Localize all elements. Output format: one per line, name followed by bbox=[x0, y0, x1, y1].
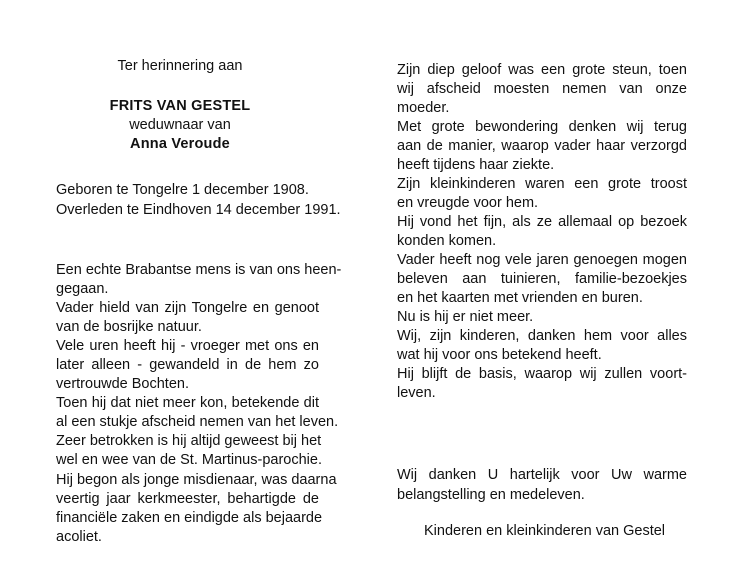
text-line: Vader heeft nog vele jaren genoegen mogen bbox=[397, 252, 687, 268]
text-line: Een echte Brabantse mens is van ons heen- bbox=[56, 262, 342, 278]
text-line: Toen hij dat niet meer kon, betekende dit bbox=[56, 395, 319, 412]
text-line: beleven aan tuinieren, familie-bezoekjes bbox=[397, 271, 687, 287]
text-line: Zijn kleinkinderen waren een grote troost bbox=[397, 176, 687, 192]
text-line: en het kaarten met vrienden en buren. bbox=[397, 290, 643, 306]
text-line: wel en wee van de St. Martinus-parochie. bbox=[56, 452, 322, 469]
text-line: Wij danken U hartelijk voor Uw warme bbox=[397, 467, 687, 483]
text-line: belangstelling en medeleven. bbox=[397, 486, 585, 503]
deceased-name: FRITS VAN GESTEL bbox=[109, 98, 251, 114]
text-line: Nu is hij er niet meer. bbox=[397, 309, 534, 325]
text-line: veertig jaar kerkmeester, behartigde de bbox=[56, 490, 319, 507]
text-line: konden komen. bbox=[397, 233, 497, 249]
text-line: vertrouwde Bochten. bbox=[56, 376, 189, 393]
text-line: Vele uren heeft hij - vroeger met ons en bbox=[56, 338, 319, 355]
text-line: Vader hield van zijn Tongelre en genoot bbox=[56, 300, 319, 317]
text-line: Wij, zijn kinderen, danken hem voor alles bbox=[397, 328, 687, 344]
text-line: Met grote bewondering denken wij terug bbox=[397, 119, 687, 135]
spouse-name: Anna Veroude bbox=[130, 136, 230, 152]
left-column-text bbox=[56, 261, 342, 547]
text-line: heeft tijdens haar ziekte. bbox=[397, 157, 555, 173]
text-line: wij afscheid moesten nemen van onze bbox=[397, 81, 687, 97]
text-line: Hij vond het fijn, als ze allemaal op bezoek bbox=[397, 214, 687, 230]
text-line: Zijn diep geloof was een grote steun, toen bbox=[397, 62, 687, 78]
text-line: en vreugde voor hem. bbox=[397, 195, 539, 211]
death-line: Overleden te Eindhoven 14 december 1991. bbox=[56, 201, 341, 218]
thanks-text bbox=[397, 466, 687, 505]
memorial-header bbox=[50, 57, 310, 154]
right-column-text bbox=[397, 61, 687, 403]
text-line: gegaan. bbox=[56, 281, 109, 298]
intro-line: Ter herinnering aan bbox=[117, 58, 243, 74]
text-line: leven. bbox=[397, 385, 436, 401]
text-line: al een stukje afscheid nemen van het leven. bbox=[56, 414, 339, 431]
text-line: acoliet. bbox=[56, 528, 102, 545]
text-line: van de bosrijke natuur. bbox=[56, 319, 202, 336]
text-line: financiële zaken en eindigde als bejaarde bbox=[56, 509, 323, 526]
relation-line: weduwnaar van bbox=[129, 117, 231, 133]
text-line: Zeer betrokken is hij altijd geweest bij het bbox=[56, 433, 322, 450]
life-dates bbox=[56, 181, 341, 220]
text-line: moeder. bbox=[397, 100, 450, 116]
text-line: Hij begon als jonge misdienaar, was daarna bbox=[56, 471, 337, 488]
family-signature: Kinderen en kleinkinderen van Gestel bbox=[424, 523, 666, 539]
text-line: aan de manier, waarop vader haar verzorgd bbox=[397, 138, 687, 154]
birth-line: Geboren te Tongelre 1 december 1908. bbox=[56, 182, 309, 198]
text-line: wat hij voor ons betekend heeft. bbox=[397, 347, 602, 363]
text-line: Hij blijft de basis, waarop wij zullen voort- bbox=[397, 366, 687, 382]
text-line: later alleen - gewandeld in de hem zo bbox=[56, 357, 319, 374]
